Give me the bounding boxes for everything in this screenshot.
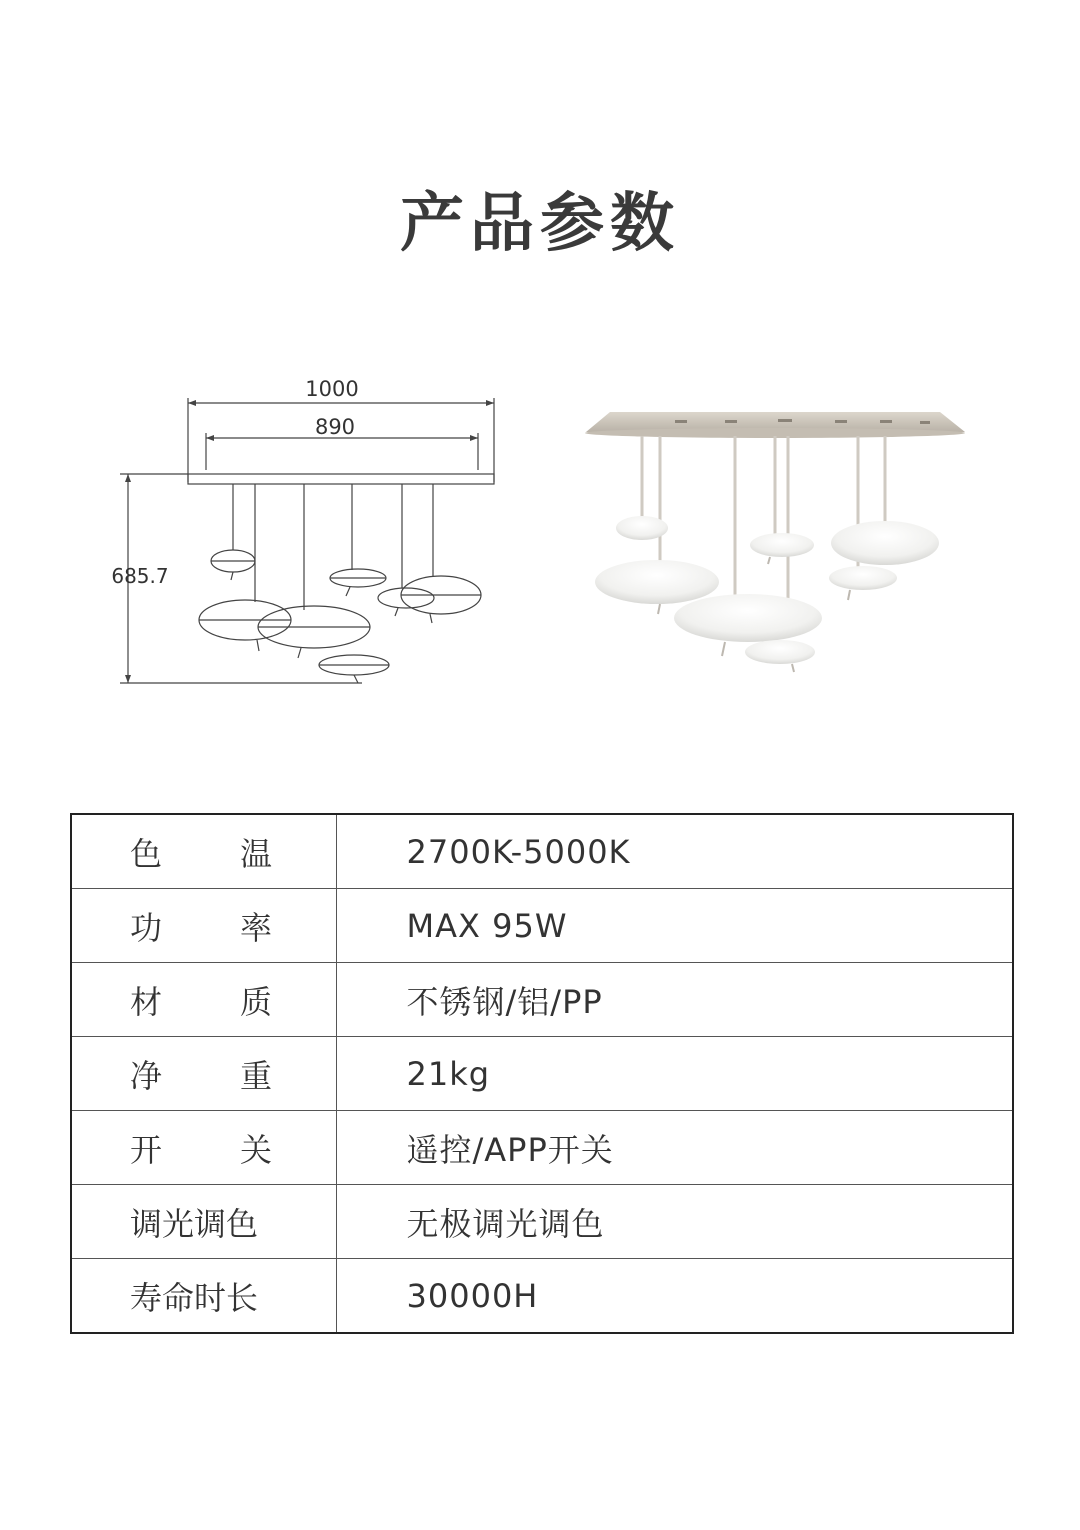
- spec-value: 无极调光调色: [336, 1185, 1013, 1259]
- spec-label-char: 率: [239, 908, 272, 947]
- table-row: [71, 1185, 1013, 1259]
- dimension-drawing: [100, 370, 520, 690]
- spec-label: [71, 814, 336, 889]
- width-outer-label: 1000: [305, 377, 359, 401]
- spec-value: 30000H: [336, 1259, 1013, 1334]
- page-title: 产品参数: [400, 187, 680, 261]
- spec-value: 2700K-5000K: [336, 814, 1013, 889]
- spec-label: 调光调色: [71, 1185, 336, 1259]
- table-row: [71, 963, 1013, 1037]
- spec-label-char: 功: [130, 908, 163, 947]
- spec-label-char: 色: [130, 834, 163, 873]
- width-inner-label: 890: [314, 415, 356, 439]
- table-row: [71, 814, 1013, 889]
- spec-label: [71, 1111, 336, 1185]
- height-label: 685.7: [111, 564, 169, 588]
- table-row: [71, 889, 1013, 963]
- spec-label-char: 材: [130, 982, 163, 1021]
- spec-label: [71, 889, 336, 963]
- spec-label-char: 温: [239, 834, 272, 873]
- spec-label-char: 开: [130, 1130, 163, 1169]
- spec-label: [71, 963, 336, 1037]
- spec-label-char: 关: [239, 1130, 272, 1169]
- spec-label-char: 质: [239, 982, 272, 1021]
- table-row: [71, 1259, 1013, 1334]
- spec-label: 寿命时长: [71, 1259, 336, 1334]
- table-row: [71, 1111, 1013, 1185]
- product-render-image: [580, 400, 970, 690]
- spec-value: 遥控/APP开关: [336, 1111, 1013, 1185]
- spec-value: 21kg: [336, 1037, 1013, 1111]
- table-row: [71, 1037, 1013, 1111]
- spec-label: [71, 1037, 336, 1111]
- spec-label-char: 重: [239, 1056, 272, 1095]
- spec-value: 不锈钢/铝/PP: [336, 963, 1013, 1037]
- spec-value: MAX 95W: [336, 889, 1013, 963]
- spec-label-char: 净: [130, 1056, 163, 1095]
- spec-table: [70, 813, 1014, 1334]
